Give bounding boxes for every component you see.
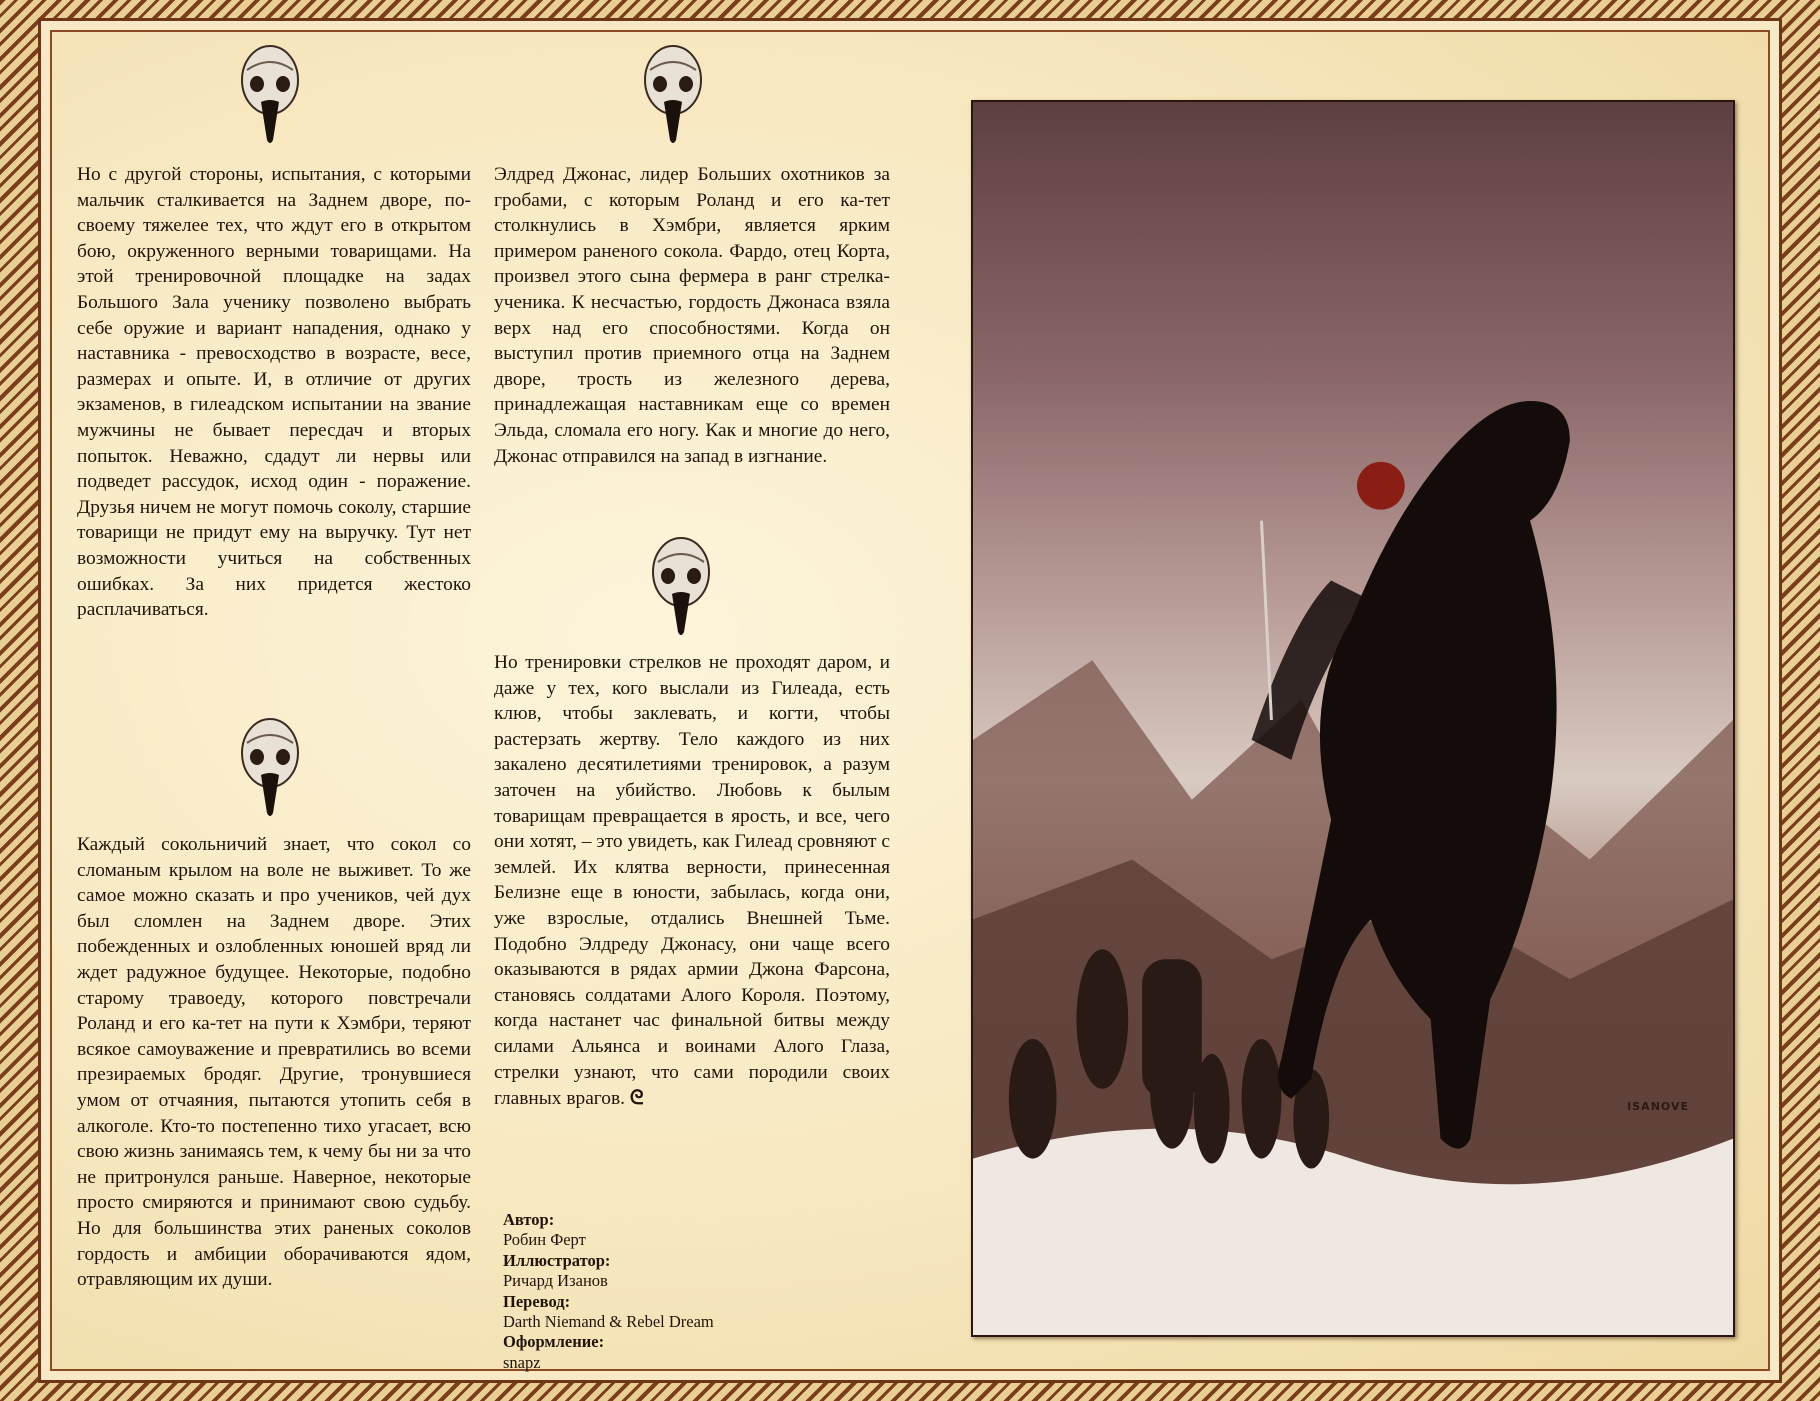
credit-name-design: snapz <box>503 1352 541 1372</box>
credit-name-author: Робин Ферт <box>503 1230 586 1250</box>
right-column-paragraph-2 <box>494 650 890 1112</box>
hawk-skull-icon <box>640 40 706 148</box>
left-column-paragraph-1 <box>77 162 471 623</box>
hawk-skull-icon <box>237 40 303 148</box>
paragraph-text <box>494 650 890 1112</box>
right-column-paragraph-1 <box>494 162 890 469</box>
paragraph-text: Но с другой стороны, испытания, с которыми мальчик сталкивается на Заднем дворе, по-своему тяжелее тех, что ждут его в открытом бою, окруженного верными товарищами. На этой тренировочной площадке на задах Большого Зала ученику позволено выбрать себе оружие и вариант нападения, однако у наставника - превосходство в возрасте, весе, размерах и опыте. И, в отличие от других экзаменов, в гилеадском испытании на звание мужчины не бывает пересдач и вторых попыток. Неважно, сдадут ли нервы или подведет рассудок, исход один - поражение. Друзья ничем не могут помочь соколу, старшие товарищи не придут ему на выручку. Тут нет возможности учиться на собственных ошибках. За них придется жестоко расплачиваться. <box>77 164 471 621</box>
left-column-paragraph-2 <box>77 832 471 1293</box>
artwork-illustration <box>971 100 1735 1337</box>
credit-role-translation: Перевод: <box>503 1291 571 1311</box>
end-mark-icon: ᘓ <box>629 1086 644 1110</box>
credit-name-illustrator: Ричард Изанов <box>503 1271 608 1291</box>
credit-role-design: Оформление: <box>503 1332 605 1352</box>
credit-name-translation: Darth Niemand & Rebel Dream <box>503 1312 714 1332</box>
paragraph-body: Но тренировки стрелков не проходят даром, и даже у тех, кого выслали из Гилеада, есть клюв, чтобы заклевать, и когти, чтобы растерзать жертву. Тело каждого из них закалено десятилетиями тренировок, а разум заточен на убийство. Любовь к былым товарищам превращается в ярость, и все, чего они хотят, – это увидеть, как Гилеад сровняют с землей. Их клятва верности, принесенная Белизне еще в юности, забылась, когда они, уже взрослые, отдались Внешней Тьме. Подобно Элдреду Джонасу, они чаще всего оказываются в рядах армии Джона Фарсона, становясь солдатами Алого Короля. Поэтому, когда настанет час финальной битвы между силами Альянса и воинами Алого Глаза, стрелки узнают, что сами породили своих главных врагов. <box>494 652 890 1110</box>
credit-role-author: Автор: <box>503 1210 555 1229</box>
credit-role-illustrator: Иллюстратор: <box>503 1250 611 1270</box>
hawk-skull-icon <box>237 713 303 821</box>
paragraph-text: Элдред Джонас, лидер Больших охотников за гробами, с которым Роланд и его ка-тет столкнулись в Хэмбри, является ярким примером раненого сокола. Фардо, отец Корта, произвел этого сына фермера в ранг стрелка-ученика. К несчастью, гордость Джонаса взяла верх над его способностями. Когда он выступил против приемного отца на Заднем дворе, трость из железного дерева, принадлежащая наставникам еще со времен Эльда, сломала его ногу. Как и многие до него, Джонас отправился на запад в изгнание. <box>494 164 890 467</box>
hawk-skull-icon <box>648 532 714 640</box>
artist-signature: ISANOVE <box>1627 1100 1689 1113</box>
rider-silhouette-illustration <box>973 102 1733 1335</box>
credits-block <box>503 1210 833 1373</box>
paragraph-text: Каждый сокольничий знает, что сокол со сломаным крылом на воле не выживет. То же самое можно сказать и про учеников, чей дух был сломлен на Заднем дворе. Этих побежденных и озлобленных юношей вряд ли ждет радужное будущее. Некоторые, подобно старому травоеду, которого повстречали Роланд и его ка-тет на пути к Хэмбри, теряют всякое самоуважение и превратились во всеми презираемых бродяг. Другие, тронувшиеся умом от отчаяния, пытаются утопить себя в алкоголе. Кто-то постепенно тихо угасает, всю свою жизнь занимаясь тем, к чему бы ни за что не притронулся раньше. Наверное, некоторые просто смиряются и принимают свою судьбу. Но для большинства этих раненых соколов гордость и амбиции оборачиваются ядом, отравляющим их души. <box>77 834 471 1291</box>
